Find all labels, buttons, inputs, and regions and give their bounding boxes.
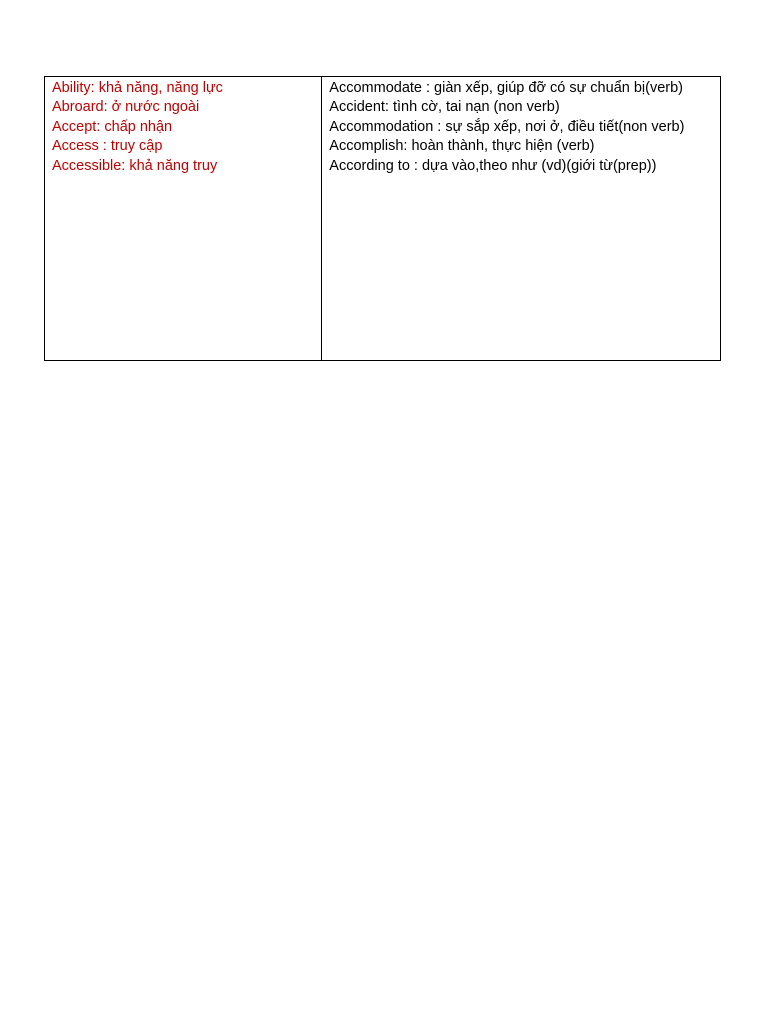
vocab-entry: Accomplish: hoàn thành, thực hiện (verb) — [329, 138, 595, 155]
right-column-cell — [322, 77, 721, 361]
vocab-entry: Ability: khả năng, năng lực — [52, 80, 223, 96]
vocab-entry: Accessible: khả năng truy — [52, 157, 218, 174]
vocab-entry: Accommodate : giàn xếp, giúp đỡ có sự chuẩn bị(verb) — [329, 80, 683, 96]
vocab-entry: Access : truy cập — [52, 138, 163, 155]
left-column-cell — [45, 77, 322, 361]
vocab-entry: Abroard: ở nước ngoài — [52, 99, 200, 116]
vocabulary-table — [44, 76, 721, 361]
vocab-entry: Accept: chấp nhận — [52, 118, 173, 135]
table-row — [45, 77, 721, 361]
vocab-entry: Accident: tình cờ, tai nạn (non verb) — [329, 99, 560, 116]
vocab-entry: Accommodation : sự sắp xếp, nơi ở, điều tiết(non verb) — [329, 118, 685, 135]
vocab-entry: According to : dựa vào,theo như (vd)(giới từ(prep)) — [329, 157, 657, 174]
